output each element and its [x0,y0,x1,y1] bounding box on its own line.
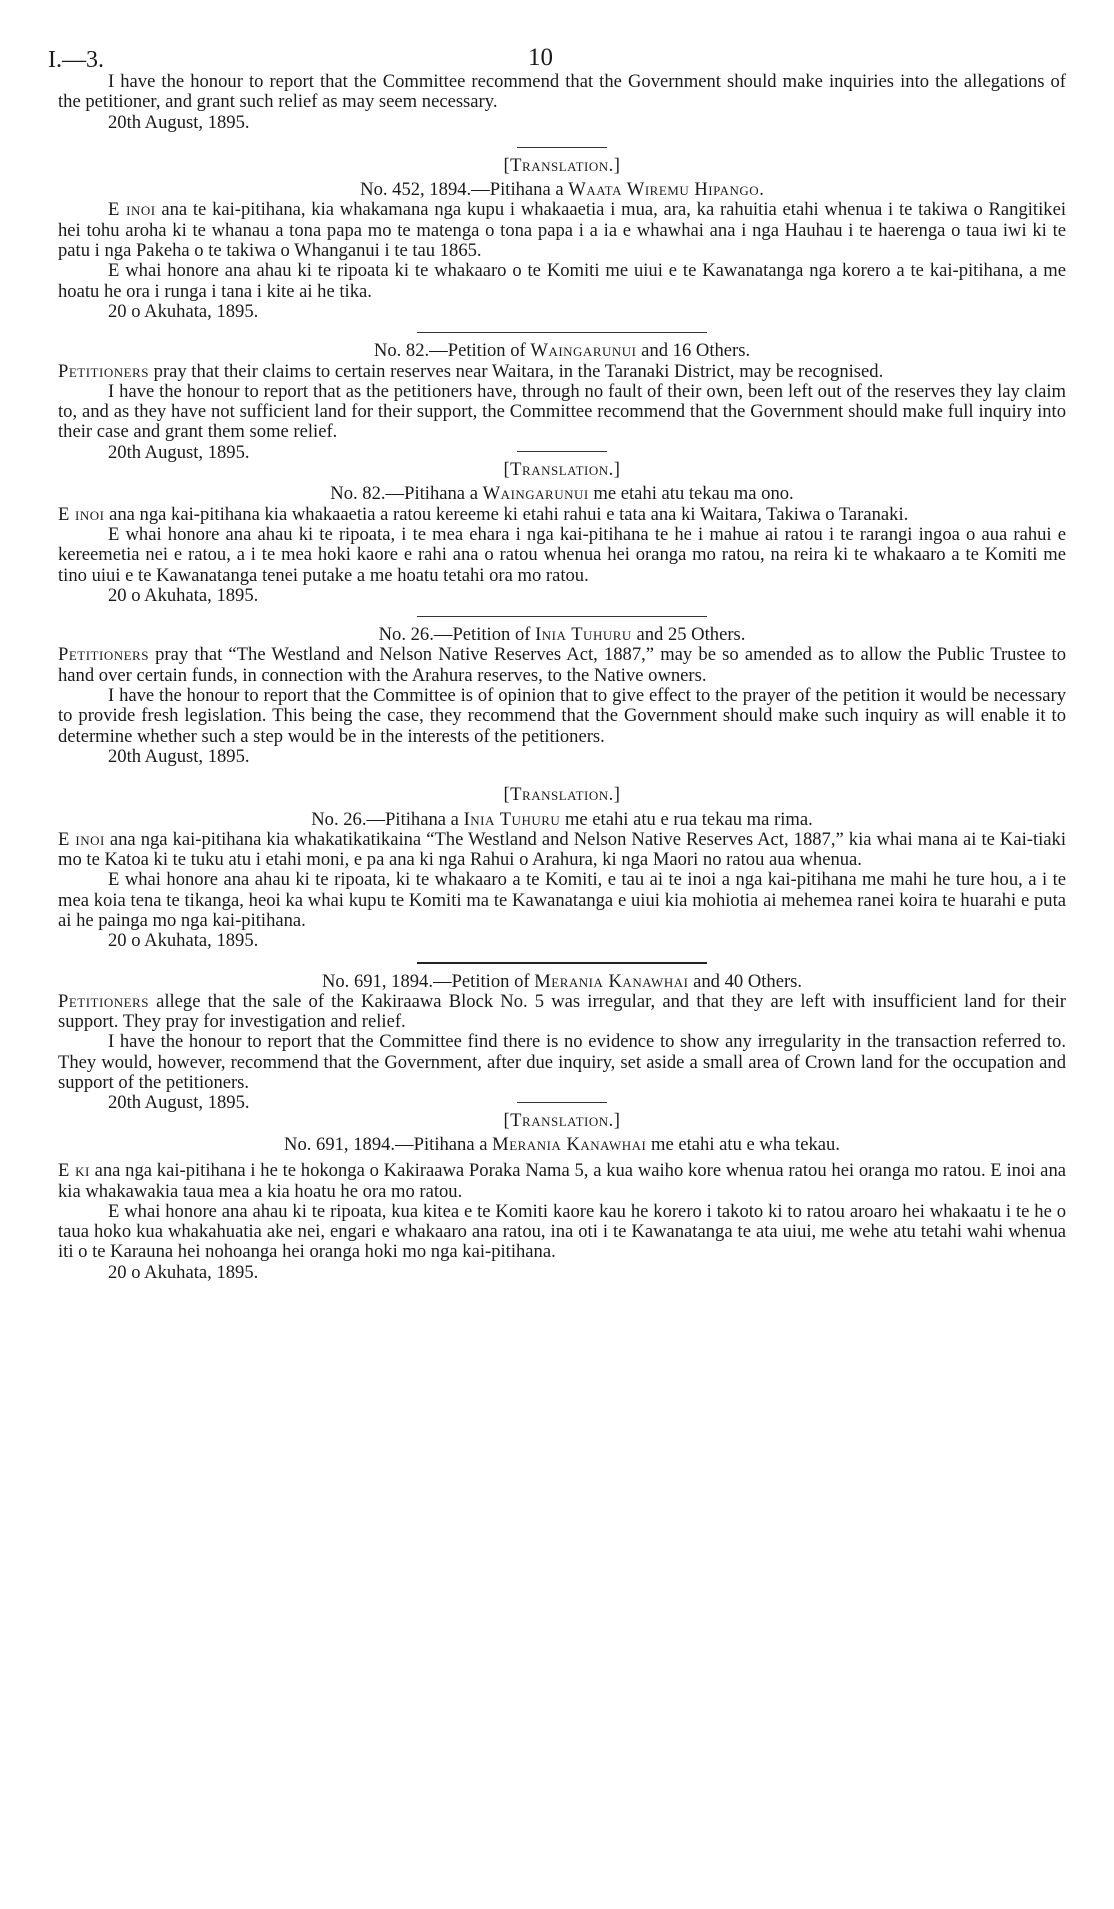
report-paragraph: E whai honore ana ahau ki te ripoata, i te mea ehara i nga kai-pitihana te he i mahue ai ratou i te rarangi ingoa o aua rahui e kereemetia nei e ratou, a i te mea hoki kaore e rahi ana o ratou whenua hei oranga mo ratou, na reira ki te whakaaro a te Komiti me tino uiui e te Kawanatanga tenei putake a me hoatu tetahi ora mo ratou. [58,523,1066,586]
report-paragraph: I have the honour to report that the Committee find there is no evidence to show any irregularity in the transaction referred to. They would, however, recommend that the Government, after due inquiry, set aside a small area of Crown land for the occupation and support of the petitioners. [58,1031,1066,1094]
petition-heading: No. 82.—Pitihana a Waingarunui me etahi atu tekau ma ono. [330,483,794,505]
section-divider [417,962,707,964]
paragraph-lead: E inoi [58,828,105,850]
page-header [48,38,1066,73]
petitioner-name: Waingarunui [530,340,637,362]
petition-paragraph: Petitioners allege that the sale of the Kakiraawa Block No. 5 was irregular, and that they are left with insufficient land for their support. They pray for investigation and relief. [58,990,1066,1033]
petition-heading: No. 691, 1894.—Pitihana a Merania Kanawhai me etahi atu e wha tekau. [284,1133,840,1155]
paragraph-lead: Petitioners [58,990,149,1012]
report-paragraph: I have the honour to report that the Committee recommend that the Government should make inquiries into the allegations of the petitioner, and grant such relief as may seem necessary. [58,71,1066,113]
petitioner-name: Merania Kanawhai [534,970,689,992]
report-paragraph: I have the honour to report that the Committee is of opinion that to give effect to the prayer of the petition it would be necessary to provide fresh legislation. This being the case, they recommend that the Government should make such inquiry as will enable it to determine whether such a step would be in the interests of the petitioners. [58,685,1066,747]
petition-heading: No. 26.—Pitihana a Inia Tuhuru me etahi atu e rua tekau ma rima. [311,808,813,830]
petitioner-name: Waingarunui [482,483,589,505]
translation-label: [Translation.] [503,784,621,806]
petition-heading: No. 26.—Petition of Inia Tuhuru and 25 Others. [378,624,746,646]
translation-label: [Translation.] [503,459,621,481]
paragraph-lead: E inoi [58,503,105,525]
report-paragraph: E whai honore ana ahau ki te ripoata, kua kitea e te Komiti kaore kau he korero i takoto ki to ratou aroaro hei whakaatu i te he o taua hoko kua whakahuatia ake nei, engari e whakaaro ana ratou, ina oti i te Kawanatanga te ata uiui, me wehe atu tetahi wahi whenua iti o te Karauna hei nohoanga hei oranga hoki mo nga kai-pitihana. [58,1200,1066,1263]
section-divider [417,616,707,617]
petition-paragraph: E ki ana nga kai-pitihana i he te hokonga o Kakiraawa Poraka Nama 5, a kua waiho kore whenua ratou hei oranga mo ratou. E inoi ana kia whakawakia taua mea a kia hoatu he ora mo ratou. [58,1160,1066,1202]
translation-label: [Translation.] [503,1109,621,1131]
paragraph-lead: E ki [58,1160,90,1182]
petition-heading: No. 691, 1894.—Petition of Merania Kanawhai and 40 Others. [321,970,803,992]
petition-paragraph: E inoi ana te kai-pitihana, kia whakamana nga kupu i whakaaetia i mua, ara, ka rahuitia etahi whenua i te takiwa o Rangitikei hei tohu aroha ki te whanau a tona papa mo te matenga o tona papa i a ia e whawhai ana i nga Hauhau i te haerenga o taua iwi ki te patu i nga Pakeha o te takiwa o Whanganui i te tau 1865. [58,199,1066,262]
translation-label: [Translation.] [503,154,621,176]
section-divider [517,451,607,452]
report-date: 20 o Akuhata, 1895. [108,584,259,606]
report-date: 20th August, 1895. [108,111,250,133]
report-paragraph: E whai honore ana ahau ki te ripoata, ki te whakaaro a te Komiti, e tau ai te inoi a nga kai-pitihana me mahi he ture hou, a i te mea koia tena te tikanga, heoi ka whai kupu te Komiti ma te Kawanatanga e uiui kia mohiotia ai mehemea ranei koira te huarahi e puta ai he painga mo nga kai-pitihana. [58,869,1066,931]
page-number: 10 [528,44,553,71]
petition-heading: No. 452, 1894.—Pitihana a Waata Wiremu Hipango. [360,179,764,201]
paragraph-lead: E inoi [108,199,156,221]
petition-paragraph: Petitioners pray that their claims to certain reserves near Waitara, in the Taranaki District, may be recognised. [58,360,884,382]
petitioner-name: Waata Wiremu Hipango [568,179,760,201]
section-divider [517,1102,607,1103]
report-paragraph: E whai honore ana ahau ki te ripoata ki te whakaaro o te Komiti me uiui e te Kawanatanga nga korero a te kai-pitihana, a me hoatu he ora i runga i tana i kite ai he tika. [58,260,1066,302]
report-paragraph: I have the honour to report that as the petitioners have, through no fault of their own, been left out of the reserves they lay claim to, and as they have not sufficient land for their support, the Committee recommend that the Government should make full inquiry into their case and grant them some relief. [58,380,1066,443]
paragraph-lead: Petitioners [58,644,149,666]
report-date: 20th August, 1895. [108,745,250,767]
paragraph-lead: Petitioners [58,360,149,382]
petition-heading: No. 82.—Petition of Waingarunui and 16 Others. [373,340,751,362]
petition-paragraph: E inoi ana nga kai-pitihana kia whakaaetia a ratou kereeme ki etahi rahui e tata ana ki Waitara, Takiwa o Taranaki. [58,503,909,525]
petitioner-name: Merania Kanawhai [492,1133,647,1155]
report-date: 20 o Akuhata, 1895. [108,1261,259,1283]
report-date: 20 o Akuhata, 1895. [108,930,259,952]
report-date: 20 o Akuhata, 1895. [108,300,259,322]
report-date: 20th August, 1895. [108,441,250,463]
petitioner-name: Inia Tuhuru [463,808,561,830]
section-divider [517,147,607,148]
section-reference: I.—3. [48,47,104,73]
section-divider [417,332,707,333]
petitioner-name: Inia Tuhuru [535,624,632,646]
document-page [48,38,1066,1888]
petition-paragraph: E inoi ana nga kai-pitihana kia whakatikatikaina “The Westland and Nelson Native Reserves Act, 1887,” kia whai mana ai te Kai-tiaki mo te Katoa ki te tuku atu i etahi moni, e pa ana ki nga Rahui o Arahura, ki nga Maori no ratou aua whenua. [58,828,1066,871]
report-date: 20th August, 1895. [108,1092,250,1114]
petition-paragraph: Petitioners pray that “The Westland and Nelson Native Reserves Act, 1887,” may be so amended as to allow the Public Trustee to hand over certain funds, in connection with the Arahura reserves, to the Native owners. [58,644,1066,686]
